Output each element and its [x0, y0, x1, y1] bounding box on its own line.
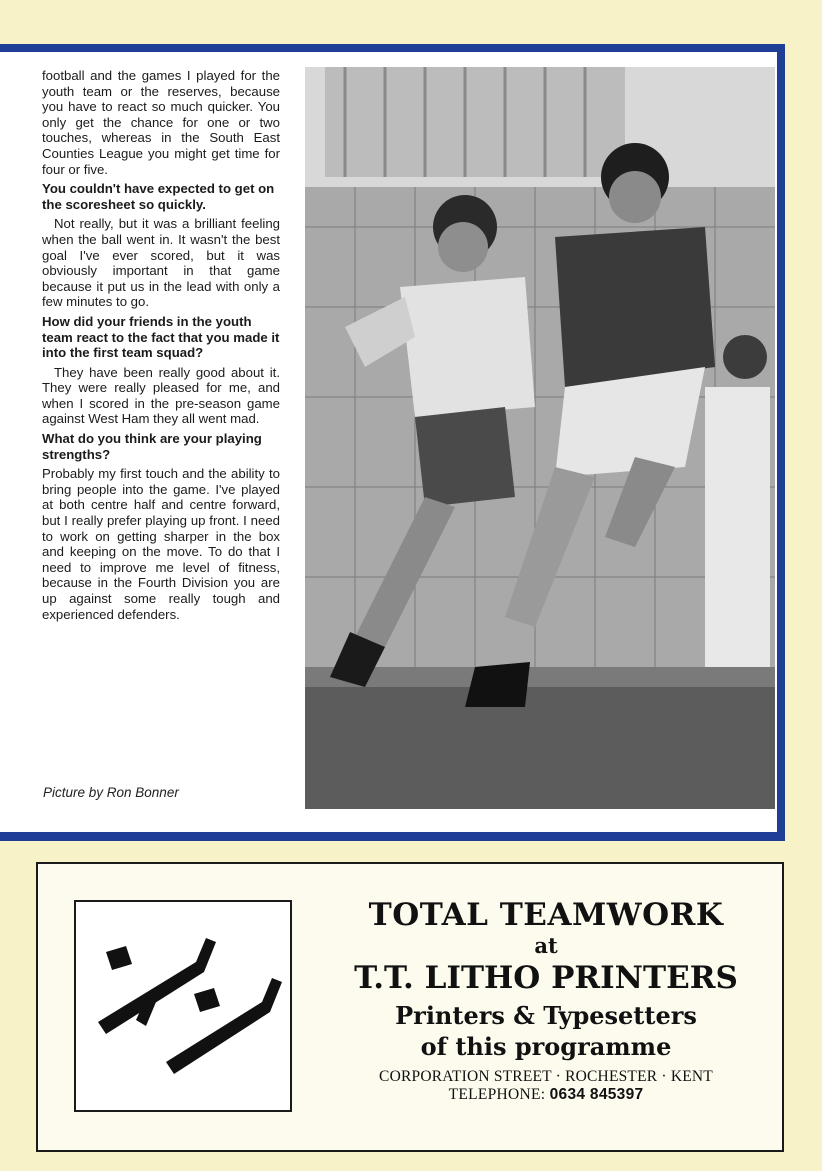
football-match-photo	[305, 67, 775, 809]
answer-paragraph-2: Not really, but it was a brilliant feeling when the ball went in. It wasn't the best goal I've ever scored, but it was obviously important in that game because it put us in the lead with only a few minutes to go.	[42, 216, 280, 310]
advert-text	[318, 893, 774, 1104]
telephone-number: 0634 845397	[549, 1086, 644, 1103]
answer-paragraph-4: Probably my first touch and the ability to bring people into the game. I've played at both centre half and centre forward, but I really prefer playing up front. I need to work on getting sharper in the box and keeping on the move. To do that I need to improve me level of fitness, because in the Fourth Division you are up against some really tough and experienced defenders.	[42, 466, 280, 622]
tt-litho-logo	[74, 900, 292, 1112]
advert-headline: TOTAL TEAMWORK	[368, 897, 724, 933]
logo-graphic	[76, 902, 290, 1110]
advert-company-name: T.T. LITHO PRINTERS	[354, 960, 738, 996]
advert-address: CORPORATION STREET · ROCHESTER · KENT	[379, 1068, 713, 1085]
question-3: What do you think are your playing strengths?	[42, 431, 262, 462]
advert-telephone	[318, 1086, 774, 1104]
top-margin	[0, 0, 822, 44]
advert-at: at	[534, 933, 558, 958]
question-2: How did your friends in the youth team react to the fact that you made it into the first team squad?	[42, 313, 280, 361]
photo-credit: Picture by Ron Bonner	[43, 785, 179, 800]
photo-illustration	[305, 67, 775, 809]
answer-paragraph-1: football and the games I played for the youth team or the reserves, because you have to react so much quicker. You only get the chance for one or two touches, whereas in the South East Counties League you might get time for four or five.	[42, 68, 280, 177]
answer-paragraph-3: They have been really good about it. They were really pleased for me, and when I scored in the pre-season game against West Ham they all went mad.	[42, 364, 280, 427]
question-1: You couldn't have expected to get on the scoresheet so quickly.	[42, 181, 275, 212]
advert-services-2: of this programme	[420, 1032, 672, 1061]
interview-article	[42, 68, 280, 626]
advert-services: Printers & Typesetters	[395, 1001, 697, 1030]
telephone-label: TELEPHONE:	[448, 1086, 546, 1103]
